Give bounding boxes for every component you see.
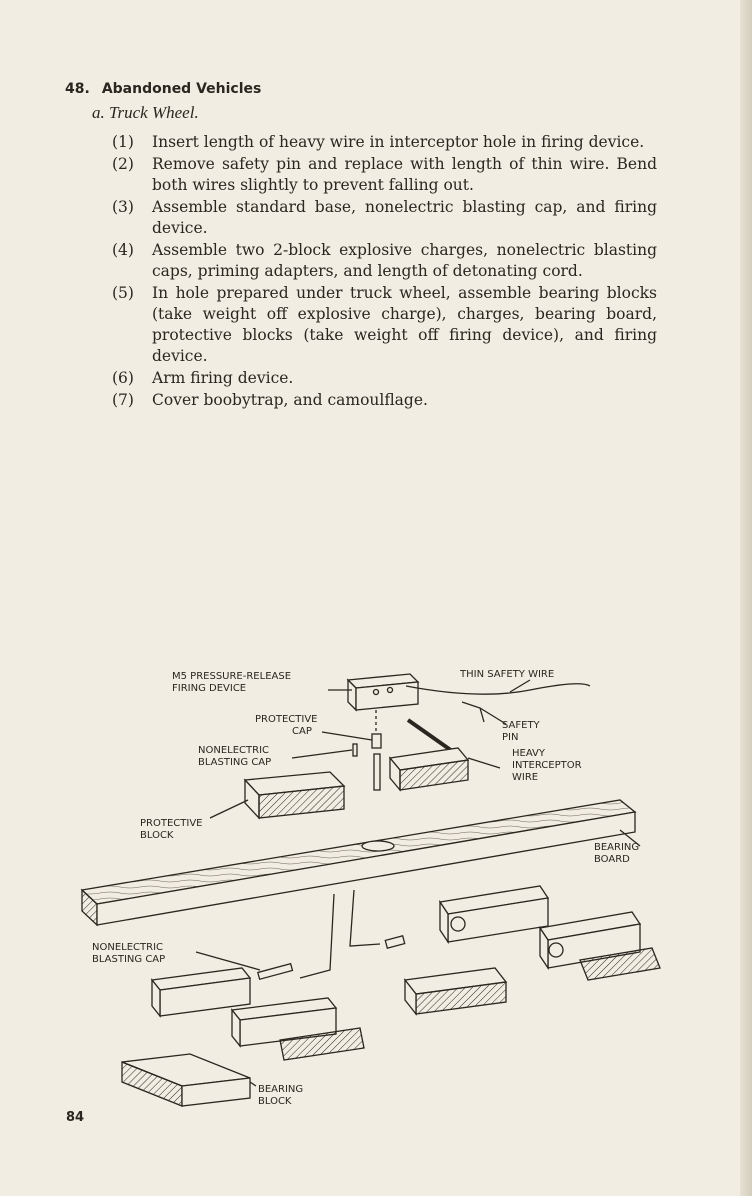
step-item xyxy=(112,154,657,196)
step-item xyxy=(112,390,657,411)
label-thin-wire: THIN SAFETY WIRE xyxy=(460,669,555,680)
section-heading xyxy=(65,81,261,97)
label-bearing-board-1: BEARING xyxy=(594,842,640,853)
step-item xyxy=(112,368,657,389)
step-text: In hole prepared under truck wheel, assemble bearing blocks (take weight off explosive charge), charges, bearing board, protective blocks (take weight off firing device), and firing device. xyxy=(152,284,657,365)
label-cap-bottom-2: BLASTING CAP xyxy=(92,954,166,965)
firing-device xyxy=(348,674,418,710)
section-number: 48. xyxy=(65,81,90,97)
label-bearing-board-2: BOARD xyxy=(594,854,630,865)
thin-safety-wire xyxy=(406,684,590,694)
explosive-charge xyxy=(440,886,548,942)
step-text: Insert length of heavy wire in interceptor hole in firing device. xyxy=(152,133,645,151)
step-marker: (4) xyxy=(112,241,134,259)
label-heavy-wire-2: INTERCEPTOR xyxy=(512,760,582,771)
page-edge xyxy=(740,0,752,1196)
step-text: Remove safety pin and replace with length of thin wire. Bend both wires slightly to prevent falling out. xyxy=(152,155,657,194)
label-cap-top-1: NONELECTRIC xyxy=(198,745,270,756)
bearing-block xyxy=(122,1054,250,1106)
label-protective-block-1: PROTECTIVE xyxy=(140,818,203,829)
blasting-cap-top xyxy=(353,744,357,756)
boobytrap-diagram xyxy=(60,650,690,1120)
step-marker: (7) xyxy=(112,391,134,409)
label-heavy-wire-1: HEAVY xyxy=(512,748,545,759)
top-block xyxy=(390,748,468,790)
label-protective-block-2: BLOCK xyxy=(140,830,174,841)
subsection-heading: a. Truck Wheel. xyxy=(92,103,199,122)
label-bearing-block-1: BEARING xyxy=(258,1084,304,1095)
protective-block xyxy=(245,772,344,818)
boobytrap-figure xyxy=(60,650,690,1120)
explosive-charge xyxy=(232,998,364,1060)
label-firing-device-1: M5 PRESSURE-RELEASE xyxy=(172,671,292,682)
step-marker: (5) xyxy=(112,284,134,302)
step-item xyxy=(112,240,657,282)
safety-pin xyxy=(462,702,484,722)
step-marker: (3) xyxy=(112,198,134,216)
page-number: 84 xyxy=(66,1110,85,1125)
label-protective-cap-2: CAP xyxy=(292,726,312,737)
step-marker: (6) xyxy=(112,369,134,387)
label-protective-cap-1: PROTECTIVE xyxy=(255,714,318,725)
bearing-block xyxy=(405,968,506,1014)
label-heavy-wire-3: WIRE xyxy=(512,772,539,783)
protective-cap xyxy=(372,734,381,748)
label-cap-top-2: BLASTING CAP xyxy=(198,757,272,768)
explosive-charge xyxy=(540,912,660,980)
label-bearing-block-2: BLOCK xyxy=(258,1096,292,1107)
step-text: Assemble standard base, nonelectric blasting cap, and firing device. xyxy=(152,198,657,237)
step-marker: (1) xyxy=(112,133,134,151)
step-marker: (2) xyxy=(112,155,134,173)
step-text: Assemble two 2-block explosive charges, nonelectric blasting caps, priming adapters, and length of detonating cord. xyxy=(152,241,657,280)
blasting-cap-bottom xyxy=(258,964,293,980)
step-item xyxy=(112,283,657,367)
step-item xyxy=(112,197,657,239)
step-list xyxy=(112,132,657,412)
step-text: Arm firing device. xyxy=(152,369,294,387)
label-safety-pin-2: PIN xyxy=(502,732,519,743)
label-safety-pin-1: SAFETY xyxy=(502,720,540,731)
step-item xyxy=(112,132,657,153)
label-firing-device-2: FIRING DEVICE xyxy=(172,683,247,694)
section-title: Abandoned Vehicles xyxy=(101,81,262,97)
label-cap-bottom-1: NONELECTRIC xyxy=(92,942,164,953)
explosive-charge xyxy=(152,968,250,1016)
step-text: Cover boobytrap, and camoulflage. xyxy=(152,391,428,409)
